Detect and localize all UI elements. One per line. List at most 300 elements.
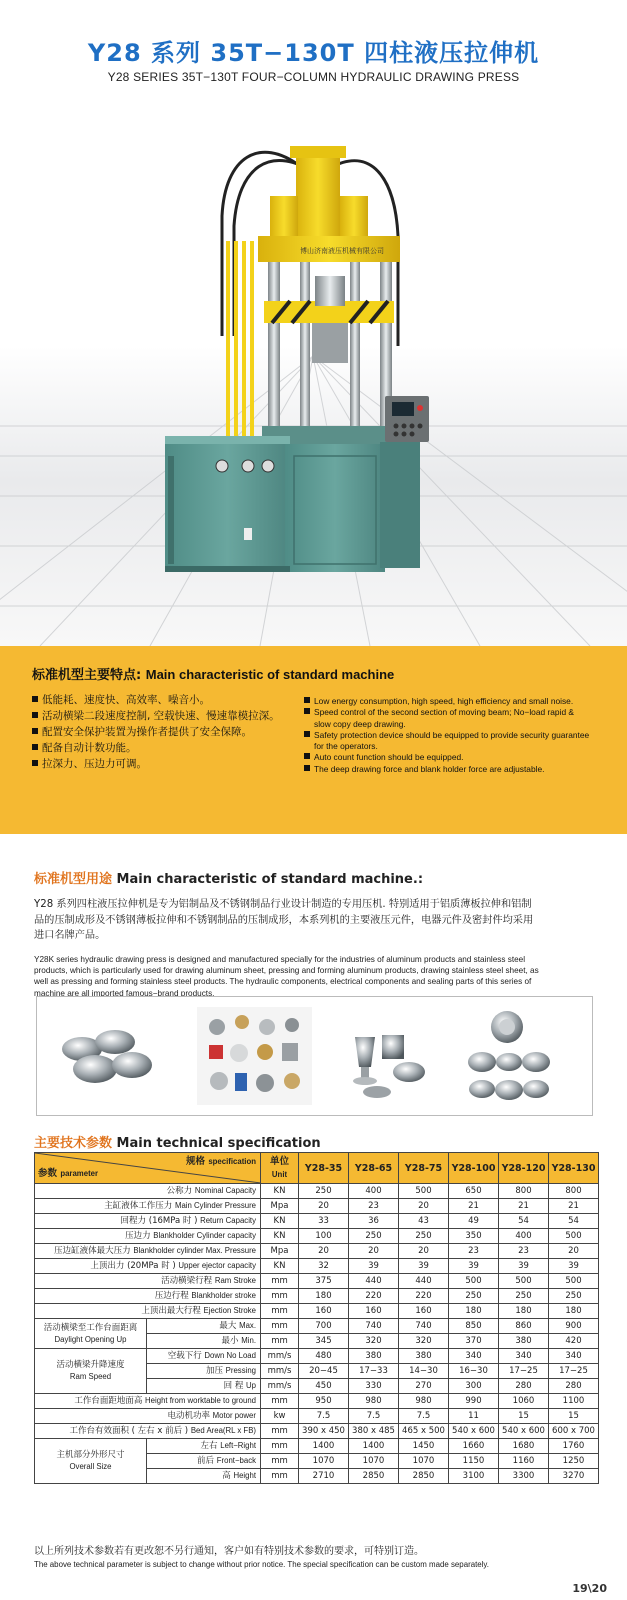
value-cell: 32 — [299, 1259, 349, 1274]
value-cell: 700 — [299, 1319, 349, 1334]
value-cell: 1070 — [349, 1454, 399, 1469]
value-cell: 400 — [499, 1229, 549, 1244]
usage-text-cn — [34, 897, 594, 944]
bullet-square-icon — [32, 696, 38, 702]
value-cell: 180 — [449, 1304, 499, 1319]
value-cell: 375 — [299, 1274, 349, 1289]
unit-cell: mm — [261, 1469, 299, 1484]
value-cell: 250 — [399, 1229, 449, 1244]
value-cell: 7.5 — [399, 1409, 449, 1424]
usage-title-en: Main characteristic of standard machine.: — [116, 872, 424, 887]
value-cell: 400 — [349, 1184, 399, 1199]
spec-row — [35, 1394, 599, 1409]
value-cell: 3100 — [449, 1469, 499, 1484]
model-header: Y28-65 — [349, 1153, 399, 1184]
value-cell: 340 — [449, 1349, 499, 1364]
value-cell: 1250 — [549, 1454, 599, 1469]
spec-row — [35, 1199, 599, 1214]
value-cell: 21 — [449, 1199, 499, 1214]
value-cell: 600 x 700 — [549, 1424, 599, 1439]
value-cell: 540 x 600 — [449, 1424, 499, 1439]
param-spec-corner — [35, 1153, 261, 1184]
value-cell: 2850 — [349, 1469, 399, 1484]
row-label-cn: 高 — [222, 1471, 231, 1481]
value-cell: 380 — [349, 1349, 399, 1364]
param-label-en: parameter — [60, 1169, 99, 1178]
row-label-cn: 公称力 — [166, 1186, 193, 1196]
value-cell: 1760 — [549, 1439, 599, 1454]
value-cell: 1660 — [449, 1439, 499, 1454]
value-cell: 500 — [549, 1274, 599, 1289]
row-label-cn: 最大 — [219, 1321, 237, 1331]
unit-cell: mm — [261, 1439, 299, 1454]
value-cell: 330 — [349, 1379, 399, 1394]
value-cell: 160 — [349, 1304, 399, 1319]
unit-header-en: Unit — [271, 1170, 288, 1179]
param-label — [38, 1167, 98, 1180]
spec-row — [35, 1184, 599, 1199]
value-cell: 16−30 — [449, 1364, 499, 1379]
row-label-en: Blankholder stroke — [191, 1291, 256, 1300]
value-cell: 900 — [549, 1319, 599, 1334]
value-cell: 20−45 — [299, 1364, 349, 1379]
row-label-cn: 上顶出最大行程 — [141, 1306, 201, 1316]
usage-en-line: well as pressing and forming stainless steel products. The hydraulic components, electrical components and sealing parts of this series of — [34, 977, 532, 987]
features-title-cn: 标准机型主要特点: — [32, 668, 142, 683]
value-cell: 420 — [549, 1334, 599, 1349]
feature-en-text: Safety protection device should be equipped to provide security guarantee — [314, 729, 590, 740]
value-cell: 180 — [499, 1304, 549, 1319]
group-label-en: Overall Size — [69, 1462, 112, 1471]
feature-en — [304, 719, 604, 730]
value-cell: 2850 — [399, 1469, 449, 1484]
value-cell: 15 — [549, 1409, 599, 1424]
spec-label-cn: 规格 — [186, 1156, 206, 1167]
features-list-en — [304, 696, 604, 775]
value-cell: 320 — [399, 1334, 449, 1349]
value-cell: 340 — [549, 1349, 599, 1364]
spec-row — [35, 1289, 599, 1304]
row-label-en: Height from worktable to ground — [145, 1396, 256, 1405]
spec-row — [35, 1229, 599, 1244]
value-cell: 20 — [399, 1199, 449, 1214]
usage-section — [34, 868, 594, 999]
feature-en-text: slow copy deep drawing. — [314, 718, 406, 729]
usage-title — [34, 868, 594, 887]
value-cell: 1450 — [399, 1439, 449, 1454]
value-cell: 180 — [299, 1289, 349, 1304]
value-cell: 280 — [549, 1379, 599, 1394]
row-label — [147, 1349, 261, 1364]
features-band — [0, 646, 627, 834]
bullet-square-icon — [32, 728, 38, 734]
value-cell: 3270 — [549, 1469, 599, 1484]
value-cell: 7.5 — [299, 1409, 349, 1424]
feature-en-text: Low energy consumption, high speed, high efficiency and small noise. — [314, 696, 574, 706]
unit-cell: KN — [261, 1259, 299, 1274]
row-label-cn: 回 程 — [223, 1381, 244, 1391]
spec-row — [35, 1319, 599, 1334]
row-label-cn: 加压 — [205, 1366, 223, 1376]
feature-en — [304, 764, 604, 775]
model-header: Y28-35 — [299, 1153, 349, 1184]
group-label-cn: 活动横梁升降速度 — [56, 1360, 125, 1370]
value-cell: 20 — [399, 1244, 449, 1259]
row-label — [147, 1334, 261, 1349]
value-cell: 390 x 450 — [299, 1424, 349, 1439]
value-cell: 23 — [349, 1199, 399, 1214]
row-label-cn: 前后 — [197, 1456, 215, 1466]
value-cell: 440 — [349, 1274, 399, 1289]
title-en: Y28 SERIES 35T−130T FOUR−COLUMN HYDRAULIC DRAWING PRESS — [107, 70, 520, 84]
bullet-square-icon — [304, 765, 310, 771]
value-cell: 450 — [299, 1379, 349, 1394]
bullet-square-icon — [304, 708, 310, 714]
row-label — [35, 1259, 261, 1274]
usage-text-en — [34, 954, 594, 1000]
control-panel — [385, 396, 429, 442]
row-label-en: Pressing — [225, 1366, 256, 1375]
feature-cn-text: 活动横梁二段速度控制, 空载快速、慢速靠模拉深。 — [42, 710, 280, 722]
value-cell: 39 — [449, 1259, 499, 1274]
row-label — [147, 1379, 261, 1394]
spec-row — [35, 1214, 599, 1229]
row-label — [35, 1424, 261, 1439]
row-label-en: Left−Right — [220, 1441, 256, 1450]
spec-title — [34, 1132, 321, 1151]
value-cell: 990 — [449, 1394, 499, 1409]
row-label — [147, 1364, 261, 1379]
unit-cell: Mpa — [261, 1199, 299, 1214]
bullet-square-icon — [32, 744, 38, 750]
param-label-cn: 参数 — [38, 1168, 58, 1179]
group-label — [35, 1439, 147, 1484]
value-cell: 1680 — [499, 1439, 549, 1454]
feature-cn-text: 拉深力、压边力可调。 — [42, 758, 147, 770]
value-cell: 250 — [299, 1184, 349, 1199]
value-cell: 220 — [399, 1289, 449, 1304]
unit-cell: mm — [261, 1334, 299, 1349]
unit-cell: mm — [261, 1454, 299, 1469]
unit-cell: mm — [261, 1319, 299, 1334]
row-label-en: Blankholder cylinder Max. Pressure — [133, 1246, 256, 1255]
unit-cell: kw — [261, 1409, 299, 1424]
spec-label-en: specification — [208, 1157, 256, 1166]
features-list-cn — [32, 692, 307, 772]
unit-cell: mm — [261, 1394, 299, 1409]
value-cell: 440 — [399, 1274, 449, 1289]
value-cell: 280 — [499, 1379, 549, 1394]
row-label-en: Upper ejector capacity — [178, 1261, 256, 1270]
value-cell: 250 — [349, 1229, 399, 1244]
value-cell: 2710 — [299, 1469, 349, 1484]
row-label — [35, 1229, 261, 1244]
row-label-cn: 上顶出力 (20MPa 时 ) — [90, 1261, 176, 1271]
value-cell: 850 — [449, 1319, 499, 1334]
value-cell: 465 x 500 — [399, 1424, 449, 1439]
row-label — [147, 1439, 261, 1454]
group-label — [35, 1319, 147, 1349]
usage-cn-line: 品的压制成形及不锈钢薄板拉伸和不锈钢制品的压制成形，本系列机的主要液压元件，电器元件及密封件均采用 — [34, 914, 534, 926]
value-cell: 39 — [499, 1259, 549, 1274]
value-cell: 17−33 — [349, 1364, 399, 1379]
group-label-en: Ram Speed — [69, 1372, 112, 1381]
unit-cell: Mpa — [261, 1244, 299, 1259]
row-label — [147, 1319, 261, 1334]
value-cell: 3300 — [499, 1469, 549, 1484]
value-cell: 23 — [499, 1244, 549, 1259]
row-label-en: Height — [233, 1471, 256, 1480]
value-cell: 270 — [399, 1379, 449, 1394]
row-label-cn: 活动横梁行程 — [161, 1276, 213, 1286]
value-cell: 21 — [499, 1199, 549, 1214]
row-label — [35, 1274, 261, 1289]
row-label-en: Up — [246, 1381, 256, 1390]
value-cell: 800 — [549, 1184, 599, 1199]
stainless-bowls-photo — [62, 1030, 152, 1083]
usage-cn-line: Y28 系列四柱液压拉伸机是专为铝制品及不锈钢制品行业设计制造的专用压机. 特别适用于铝质薄板拉伸和铝制 — [34, 899, 532, 910]
unit-cell: KN — [261, 1229, 299, 1244]
row-label-cn: 电动机功率 — [167, 1411, 210, 1421]
value-cell: 20 — [349, 1244, 399, 1259]
row-label-cn: 压边行程 — [154, 1291, 189, 1301]
usage-cn-line: 进口名牌产品。 — [34, 930, 106, 941]
value-cell: 950 — [299, 1394, 349, 1409]
usage-en-line: Y28K series hydraulic drawing press is designed and manufactured specially for the industries of aluminum products and stainless steel — [34, 954, 526, 964]
spec-row — [35, 1274, 599, 1289]
feature-cn — [32, 756, 307, 772]
value-cell: 1150 — [449, 1454, 499, 1469]
spec-row — [35, 1304, 599, 1319]
feature-cn-text: 配置安全保护装置为操作者提供了安全保障。 — [42, 726, 252, 738]
value-cell: 33 — [299, 1214, 349, 1229]
value-cell: 43 — [399, 1214, 449, 1229]
feature-cn-text: 配备自动计数功能。 — [42, 742, 137, 754]
spec-header-row — [35, 1153, 599, 1184]
value-cell: 11 — [449, 1409, 499, 1424]
row-label-cn: 空载下行 — [167, 1351, 202, 1361]
row-label — [147, 1454, 261, 1469]
value-cell: 20 — [549, 1244, 599, 1259]
model-header: Y28-100 — [449, 1153, 499, 1184]
value-cell: 17−25 — [549, 1364, 599, 1379]
value-cell: 1070 — [399, 1454, 449, 1469]
page-header — [0, 38, 627, 84]
value-cell: 300 — [449, 1379, 499, 1394]
feature-en-text: The deep drawing force and blank holder force are adjustable. — [314, 763, 545, 774]
value-cell: 860 — [499, 1319, 549, 1334]
value-cell: 250 — [499, 1289, 549, 1304]
value-cell: 650 — [449, 1184, 499, 1199]
value-cell: 800 — [499, 1184, 549, 1199]
value-cell: 36 — [349, 1214, 399, 1229]
value-cell: 980 — [349, 1394, 399, 1409]
row-label-cn: 左右 — [200, 1441, 218, 1451]
bullet-square-icon — [304, 697, 310, 703]
feature-en-text: Speed control of the second section of moving beam; No−load rapid & — [314, 707, 575, 718]
value-cell: 370 — [449, 1334, 499, 1349]
value-cell: 1070 — [299, 1454, 349, 1469]
row-label-en: Ram Stroke — [214, 1276, 256, 1285]
value-cell: 220 — [349, 1289, 399, 1304]
value-cell: 250 — [449, 1289, 499, 1304]
value-cell: 180 — [549, 1304, 599, 1319]
bullet-square-icon — [304, 753, 310, 759]
product-photos — [36, 996, 593, 1116]
row-label-cn: 工作台面距地面高 — [74, 1396, 143, 1406]
feature-cn-text: 低能耗、速度快、高效率、噪音小。 — [42, 694, 210, 706]
value-cell: 39 — [549, 1259, 599, 1274]
usage-title-cn: 标准机型用途 — [34, 872, 113, 887]
value-cell: 1100 — [549, 1394, 599, 1409]
value-cell: 500 — [499, 1274, 549, 1289]
value-cell: 54 — [549, 1214, 599, 1229]
row-label-cn: 回程力 (16MPa 时 ) — [120, 1216, 198, 1226]
row-label-en: Max. — [239, 1321, 256, 1330]
row-label-en: Front−back — [216, 1456, 256, 1465]
group-label-cn: 主机部分外形尺寸 — [56, 1450, 125, 1460]
bullet-square-icon — [304, 731, 310, 737]
feature-cn — [32, 708, 307, 724]
feature-en — [304, 707, 604, 718]
value-cell: 540 x 600 — [499, 1424, 549, 1439]
value-cell: 345 — [299, 1334, 349, 1349]
value-cell: 49 — [449, 1214, 499, 1229]
value-cell: 1060 — [499, 1394, 549, 1409]
feature-en — [304, 752, 604, 763]
spec-label — [186, 1155, 256, 1168]
row-label-en: Nominal Capacity — [194, 1186, 256, 1195]
model-header: Y28-120 — [499, 1153, 549, 1184]
value-cell: 740 — [399, 1319, 449, 1334]
feature-en-text: for the operators. — [314, 741, 378, 752]
bullet-square-icon — [32, 712, 38, 718]
row-label — [35, 1304, 261, 1319]
unit-cell: mm/s — [261, 1379, 299, 1394]
value-cell: 39 — [349, 1259, 399, 1274]
unit-header-cn: 单位 — [269, 1156, 289, 1167]
row-label — [35, 1394, 261, 1409]
row-label-cn: 压边缸液体最大压力 — [54, 1246, 131, 1256]
value-cell: 7.5 — [349, 1409, 399, 1424]
value-cell: 15 — [499, 1409, 549, 1424]
spec-row — [35, 1424, 599, 1439]
value-cell: 500 — [549, 1229, 599, 1244]
row-label-cn: 最小 — [221, 1336, 239, 1346]
row-label — [35, 1214, 261, 1229]
cups-and-pot-photo — [353, 1035, 425, 1098]
value-cell: 980 — [399, 1394, 449, 1409]
feature-en — [304, 730, 604, 741]
feature-en — [304, 741, 604, 752]
page-number: 19\20 — [572, 1582, 607, 1595]
row-label-en: Motor power — [212, 1411, 256, 1420]
spec-table-body — [35, 1153, 599, 1484]
spec-row — [35, 1244, 599, 1259]
row-label — [35, 1184, 261, 1199]
usage-en-line: machine are all imported famous−brand products. — [34, 988, 215, 998]
usage-en-line: products, which is particularly used for drawing aluminum sheet, pressing and forming aluminum products, drawing stainless steel sheet, as — [34, 965, 539, 975]
row-label-en: Down No Load — [204, 1351, 256, 1360]
spec-title-cn: 主要技术参数 — [34, 1136, 113, 1151]
value-cell: 23 — [449, 1244, 499, 1259]
machine-nameplate: 博山济南液压机械有限公司 — [300, 247, 384, 255]
unit-cell: mm — [261, 1274, 299, 1289]
row-label — [35, 1289, 261, 1304]
spec-row — [35, 1259, 599, 1274]
row-label — [35, 1244, 261, 1259]
value-cell: 160 — [399, 1304, 449, 1319]
value-cell: 250 — [549, 1289, 599, 1304]
unit-cell: mm — [261, 1289, 299, 1304]
value-cell: 20 — [299, 1199, 349, 1214]
feature-cn — [32, 740, 307, 756]
value-cell: 17−25 — [499, 1364, 549, 1379]
row-label-cn: 压边力 — [125, 1231, 151, 1241]
features-title — [32, 664, 394, 683]
row-label-en: Blankholder Cylinder capacity — [153, 1231, 256, 1240]
value-cell: 480 — [299, 1349, 349, 1364]
model-header: Y28-130 — [549, 1153, 599, 1184]
row-label-cn: 工作台有效面积 ( 左右 x 前后 ) — [69, 1426, 189, 1436]
row-label-en: Min. — [241, 1336, 256, 1345]
value-cell: 21 — [549, 1199, 599, 1214]
spec-row — [35, 1409, 599, 1424]
spec-title-en: Main technical specification — [116, 1136, 321, 1151]
row-label — [35, 1409, 261, 1424]
row-label-cn: 主缸液体工作压力 — [104, 1201, 173, 1211]
value-cell: 380 — [499, 1334, 549, 1349]
unit-cell: KN — [261, 1214, 299, 1229]
value-cell: 350 — [449, 1229, 499, 1244]
value-cell: 500 — [449, 1274, 499, 1289]
title-cn: Y28 系列 35T−130T 四柱液压拉伸机 — [87, 39, 540, 67]
model-header: Y28-75 — [399, 1153, 449, 1184]
row-label — [147, 1469, 261, 1484]
footer-note-en: The above technical parameter is subject to change without prior notice. The special specification can be custom made separately. — [34, 1560, 489, 1569]
value-cell: 14−30 — [399, 1364, 449, 1379]
unit-header — [261, 1153, 299, 1184]
row-label — [35, 1199, 261, 1214]
footer-note-cn: 以上所列技术参数若有更改恕不另行通知，客户如有特别技术参数的要求，可特别订造。 — [34, 1546, 424, 1557]
row-label-en: Bed Area(RL x FB) — [190, 1426, 256, 1435]
features-title-en: Main characteristic of standard machine — [145, 667, 395, 682]
unit-cell: mm — [261, 1304, 299, 1319]
value-cell: 54 — [499, 1214, 549, 1229]
feature-cn — [32, 692, 307, 708]
metal-parts-collection-photo — [197, 1007, 312, 1105]
bullet-square-icon — [32, 760, 38, 766]
spec-row — [35, 1439, 599, 1454]
spec-table — [34, 1152, 599, 1484]
value-cell: 39 — [399, 1259, 449, 1274]
value-cell: 500 — [399, 1184, 449, 1199]
metal-plates-photo — [468, 1011, 550, 1100]
value-cell: 100 — [299, 1229, 349, 1244]
group-label — [35, 1349, 147, 1394]
value-cell: 160 — [299, 1304, 349, 1319]
feature-cn — [32, 724, 307, 740]
value-cell: 320 — [349, 1334, 399, 1349]
group-label-cn: 活动横梁至工作台面距离 — [43, 1322, 138, 1333]
value-cell: 740 — [349, 1319, 399, 1334]
feature-en-text: Auto count function should be equipped. — [314, 752, 464, 763]
value-cell: 20 — [299, 1244, 349, 1259]
unit-cell: KN — [261, 1184, 299, 1199]
unit-cell: mm/s — [261, 1364, 299, 1379]
unit-cell: mm/s — [261, 1349, 299, 1364]
value-cell: 380 x 485 — [349, 1424, 399, 1439]
